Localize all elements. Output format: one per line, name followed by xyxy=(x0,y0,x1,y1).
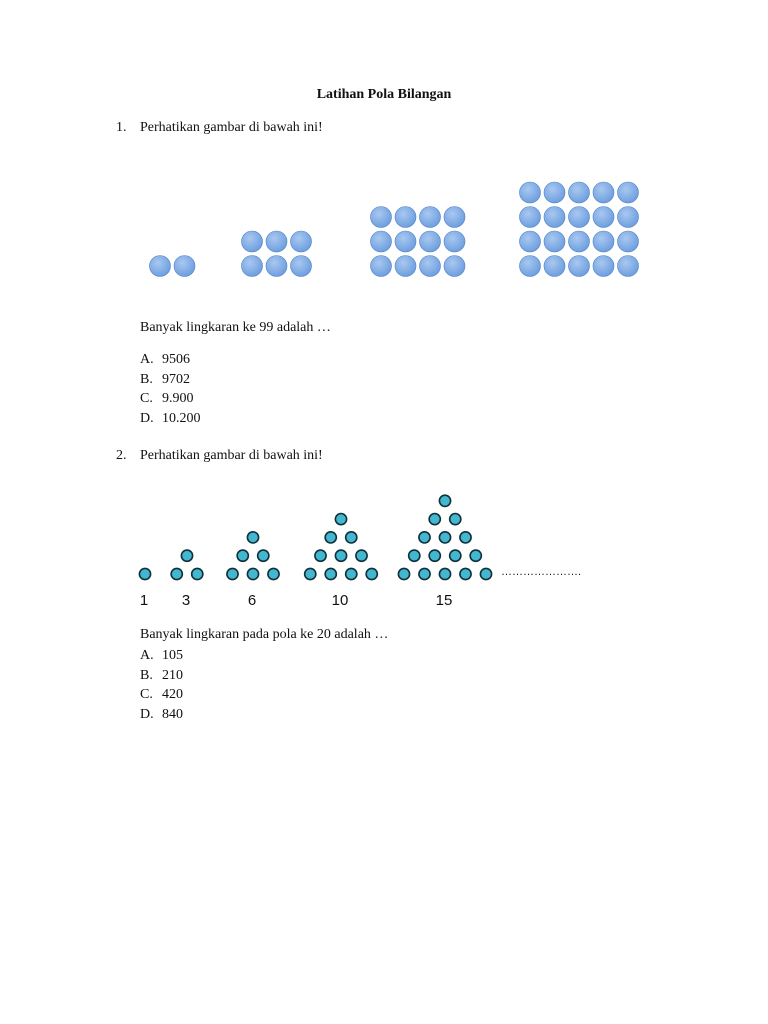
option-2d[interactable] xyxy=(140,705,183,725)
pattern-dot xyxy=(247,532,258,543)
pattern-dot xyxy=(409,550,420,561)
pattern-dot xyxy=(450,514,461,525)
pattern-dot xyxy=(460,532,471,543)
option-letter: C. xyxy=(140,687,153,702)
pattern-dot xyxy=(346,568,357,579)
pattern-dot xyxy=(305,568,316,579)
pattern-dot xyxy=(366,568,377,579)
triangle-pattern-3 xyxy=(227,532,279,609)
option-letter: B. xyxy=(140,667,153,683)
pattern-count-label: 1 xyxy=(139,592,149,609)
option-value: 9.900 xyxy=(162,391,194,406)
pattern-dot xyxy=(335,550,346,561)
pattern-dot xyxy=(439,495,450,506)
option-letter: D. xyxy=(140,706,154,722)
triangle-pattern-5 xyxy=(398,495,491,609)
page-title: Latihan Pola Bilangan xyxy=(316,87,452,102)
question-1-number: 1. xyxy=(116,120,127,135)
question-2-prompt: Perhatikan gambar di bawah ini! xyxy=(140,448,323,463)
question-2-number: 2. xyxy=(116,448,127,463)
triangle-pattern-2 xyxy=(171,550,203,609)
pattern-dot xyxy=(439,532,450,543)
pattern-count-label: 3 xyxy=(181,592,191,609)
question-2-options xyxy=(140,646,183,724)
option-2b[interactable] xyxy=(140,666,183,686)
triangle-pattern-4 xyxy=(305,514,378,610)
pattern-dot xyxy=(439,568,450,579)
pattern-dot xyxy=(470,550,481,561)
pattern-dot xyxy=(429,550,440,561)
pattern-dot xyxy=(356,550,367,561)
pattern-dot xyxy=(335,514,346,525)
pattern-dot xyxy=(480,568,491,579)
pattern-count-label: 15 xyxy=(435,592,453,609)
pattern-dot xyxy=(398,568,409,579)
option-value: 9506 xyxy=(162,352,190,367)
option-value: 9702 xyxy=(162,371,190,387)
pattern-dot xyxy=(450,550,461,561)
question-1-text: Banyak lingkaran ke 99 adalah … xyxy=(140,320,331,335)
pattern-dot xyxy=(227,568,238,579)
option-letter: A. xyxy=(140,352,154,367)
option-value: 10.200 xyxy=(162,410,201,426)
option-letter: D. xyxy=(140,410,154,426)
pattern-dot xyxy=(247,568,258,579)
option-2a[interactable] xyxy=(140,646,183,666)
pattern-dot xyxy=(315,550,326,561)
option-value: 840 xyxy=(162,706,183,722)
pattern-dot xyxy=(325,532,336,543)
pattern-count-label: 10 xyxy=(331,592,349,609)
option-letter: B. xyxy=(140,371,153,387)
question-2-text: Banyak lingkaran pada pola ke 20 adalah … xyxy=(140,627,389,642)
pattern-dot xyxy=(181,550,192,561)
pattern-dot xyxy=(268,568,279,579)
option-2c[interactable] xyxy=(140,685,183,705)
pattern-dot xyxy=(325,568,336,579)
option-value: 210 xyxy=(162,667,183,683)
pattern-dot xyxy=(460,568,471,579)
pattern-dot xyxy=(139,568,150,579)
pattern-dot xyxy=(258,550,269,561)
pattern-dot xyxy=(419,568,430,579)
pattern-dot xyxy=(419,532,430,543)
pattern-dot xyxy=(171,568,182,579)
pattern-dot xyxy=(237,550,248,561)
pattern-dot xyxy=(346,532,357,543)
continuation-ellipsis: …………………. xyxy=(501,566,582,578)
pattern-dot xyxy=(429,514,440,525)
option-letter: A. xyxy=(140,648,154,663)
triangle-pattern-1 xyxy=(139,568,150,609)
option-value: 105 xyxy=(162,648,183,663)
pattern-count-label: 6 xyxy=(247,592,257,609)
question-1-prompt: Perhatikan gambar di bawah ini! xyxy=(140,120,323,135)
option-value: 420 xyxy=(162,687,183,702)
pattern-dot xyxy=(192,568,203,579)
option-letter: C. xyxy=(140,391,153,406)
